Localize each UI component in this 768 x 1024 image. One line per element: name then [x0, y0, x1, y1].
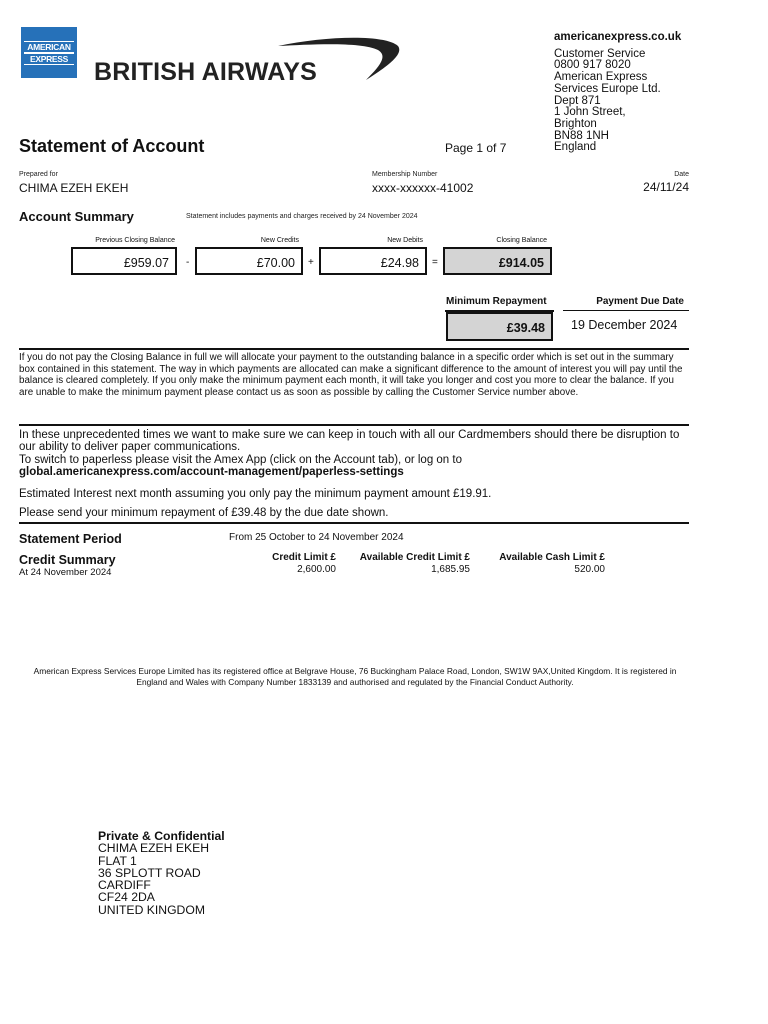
address-line: CF24 2DA — [98, 890, 155, 905]
closing-balance-box: £914.05 — [443, 247, 552, 275]
contact-block — [554, 32, 681, 154]
payment-due-label: Payment Due Date — [596, 296, 684, 307]
new-debits-label: New Debits — [387, 237, 423, 244]
previous-balance-label: Previous Closing Balance — [95, 237, 175, 244]
contact-line: Brighton — [554, 117, 597, 130]
new-credits-label: New Credits — [260, 237, 299, 244]
previous-balance-box: £959.07 — [71, 247, 177, 275]
payment-due-date: 19 December 2024 — [571, 318, 678, 332]
account-summary-title: Account Summary — [19, 209, 134, 224]
contact-line: BN88 1NH — [554, 129, 609, 142]
contact-line: 0800 917 8020 — [554, 59, 631, 72]
address-line: FLAT 1 — [98, 853, 137, 868]
credit-limit-label: Credit Limit £ — [272, 552, 336, 563]
divider — [19, 348, 689, 350]
date-label: Date — [674, 171, 689, 178]
contact-line: Dept 871 — [554, 94, 601, 107]
available-cash-label: Available Cash Limit £ — [499, 552, 605, 563]
estimated-interest: Estimated Interest next month assuming you only pay the minimum payment amount £19.91. — [19, 488, 492, 500]
page-title: Statement of Account — [19, 136, 205, 156]
address-heading: Private & Confidential — [98, 829, 225, 843]
address-line: CHIMA EZEH EKEH — [98, 841, 210, 856]
address-line: CARDIFF — [98, 878, 151, 893]
contact-line: England — [554, 141, 597, 154]
prepared-for-label: Prepared for — [19, 171, 58, 178]
equals-sign: = — [432, 257, 438, 268]
credit-summary-date: At 24 November 2024 — [19, 567, 112, 578]
address-line: UNITED KINGDOM — [98, 902, 205, 917]
contact-line: Services Europe Ltd. — [554, 82, 661, 95]
available-cash-value: 520.00 — [574, 564, 605, 575]
paperless-instruction: To switch to paperless please visit the Amex App (click on the Account tab), or log on to — [19, 453, 462, 466]
new-credits-box: £70.00 — [195, 247, 303, 275]
plus-sign: + — [308, 257, 314, 268]
mailing-address — [98, 830, 225, 916]
page-number: Page 1 of 7 — [445, 141, 507, 155]
credit-summary-title: Credit Summary — [19, 553, 116, 567]
send-repayment-notice: Please send your minimum repayment of £39.48 by the due date shown. — [19, 507, 389, 519]
divider — [19, 424, 689, 426]
address-line: 36 SPLOTT ROAD — [98, 865, 201, 880]
paperless-notice — [19, 429, 689, 478]
amex-logo-line1: AMERICAN — [24, 41, 74, 53]
credit-limit-value: 2,600.00 — [297, 564, 336, 575]
summary-note: Statement includes payments and charges received by 24 November 2024 — [186, 213, 418, 220]
minimum-repayment-label: Minimum Repayment — [446, 296, 547, 307]
legal-footer: American Express Services Europe Limited has its registered office at Belgrave House, 76 Buckingham Palace Road, London, SW1W 9AX,United Kingdom. It is registered in England and Wales with Company Number 1833139 and authorised and regulated by the Financial Conduct Authority. — [33, 666, 677, 687]
british-airways-logo: BRITISH AIRWAYS — [94, 58, 317, 86]
amex-logo-line2: EXPRESS — [24, 53, 74, 65]
membership-label: Membership Number — [372, 171, 438, 178]
prepared-for-name: CHIMA EZEH EKEH — [19, 181, 129, 195]
available-credit-label: Available Credit Limit £ — [359, 552, 470, 563]
paperless-url: global.americanexpress.com/account-management/paperless-settings — [19, 465, 404, 478]
amex-logo — [21, 27, 77, 78]
statement-date: 24/11/24 — [643, 180, 689, 194]
paperless-text: In these unprecedented times we want to make sure we can keep in touch with all our Cardmembers should there be disruption to our ability to deliver paper communications. — [19, 429, 680, 454]
contact-line: American Express — [554, 71, 648, 84]
minus-sign: - — [186, 257, 190, 268]
payment-due-rule — [563, 310, 689, 311]
membership-number: xxxx-xxxxxx-41002 — [372, 181, 474, 195]
allocation-notice: If you do not pay the Closing Balance in full we will allocate your payment to the outstanding balance in a specific order which is set out in the summary box contained in this statement. The way in which payments are allocated can make a significant difference to the amount of interest you will pay until the balance is cleared completely. If you only make the minimum payment each month, it will take you longer and cost you more to clear the balance. If you are unable to make the minimum payment please contact us as soon as possible by calling the Customer Service number above. — [19, 352, 683, 399]
contact-line: Customer Service — [554, 47, 646, 60]
minimum-repayment-box: £39.48 — [446, 312, 553, 341]
website: americanexpress.co.uk — [554, 31, 682, 43]
closing-balance-label: Closing Balance — [496, 237, 547, 244]
available-credit-value: 1,685.95 — [431, 564, 470, 575]
divider — [19, 522, 689, 524]
statement-period-value: From 25 October to 24 November 2024 — [229, 532, 404, 543]
contact-line: 1 John Street, — [554, 106, 626, 119]
new-debits-box: £24.98 — [319, 247, 427, 275]
statement-period-label: Statement Period — [19, 532, 122, 546]
